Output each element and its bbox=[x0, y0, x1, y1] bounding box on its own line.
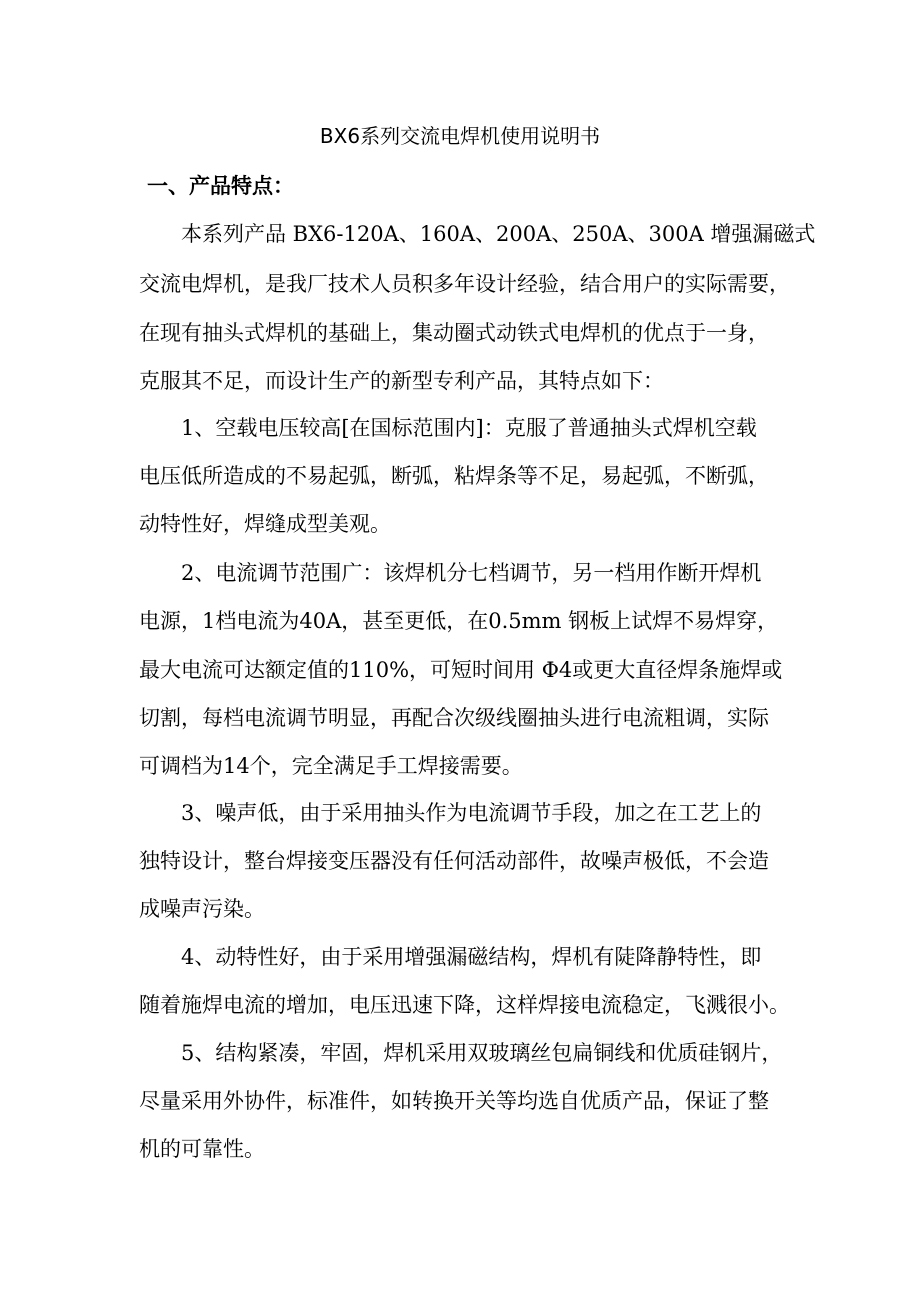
paragraph-line: 4、动特性好，由于采用增强漏磁结构，焊机有陡降静特性，即 bbox=[181, 945, 762, 969]
paragraph-line: 1、空载电压较高[在国标范围内]：克服了普通抽头式焊机空载 bbox=[181, 416, 757, 440]
paragraph-line: 2、电流调节范围广：该焊机分七档调节，另一档用作断开焊机 bbox=[181, 561, 762, 585]
paragraph-line: 随着施焊电流的增加，电压迅速下降，这样焊接电流稳定，飞溅很小。 bbox=[139, 993, 790, 1017]
document-title: BX6系列交流电焊机使用说明书 bbox=[319, 124, 601, 148]
paragraph-line: 可调档为14个，完全满足手工焊接需要。 bbox=[139, 754, 523, 778]
paragraph-line: 动特性好，焊缝成型美观。 bbox=[139, 512, 391, 536]
paragraph-line: 成噪声污染。 bbox=[139, 897, 265, 921]
paragraph-line: 最大电流可达额定值的110%，可短时间用 Φ4或更大直径焊条施焊或 bbox=[139, 658, 783, 682]
paragraph-line: 机的可靠性。 bbox=[139, 1137, 265, 1161]
paragraph-line: 切割，每档电流调节明显，再配合次级线圈抽头进行电流粗调，实际 bbox=[139, 706, 769, 730]
paragraph-line: 电源，1档电流为40A，甚至更低，在0.5mm 钢板上试焊不易焊穿， bbox=[139, 609, 779, 633]
paragraph-line: 5、结构紧凑，牢固，焊机采用双玻璃丝包扁铜线和优质硅钢片， bbox=[181, 1041, 783, 1065]
paragraph-line: 本系列产品 BX6-120A、160A、200A、250A、300A 增强漏磁式 bbox=[181, 222, 816, 246]
paragraph-line: 交流电焊机，是我厂技术人员积多年设计经验，结合用户的实际需要， bbox=[139, 272, 790, 296]
section-heading: 一、产品特点： bbox=[147, 174, 294, 198]
paragraph-line: 电压低所造成的不易起弧，断弧，粘焊条等不足，易起弧，不断弧， bbox=[139, 464, 769, 488]
paragraph-line: 独特设计，整台焊接变压器没有任何活动部件，故噪声极低，不会造 bbox=[139, 849, 769, 873]
paragraph-line: 尽量采用外协件，标准件，如转换开关等均选自优质产品，保证了整 bbox=[139, 1089, 769, 1113]
paragraph-line: 3、噪声低，由于采用抽头作为电流调节手段，加之在工艺上的 bbox=[181, 801, 762, 825]
paragraph-line: 在现有抽头式焊机的基础上，集动圈式动铁式电焊机的优点于一身， bbox=[139, 321, 769, 345]
paragraph-line: 克服其不足，而设计生产的新型专利产品，其特点如下： bbox=[139, 369, 664, 393]
